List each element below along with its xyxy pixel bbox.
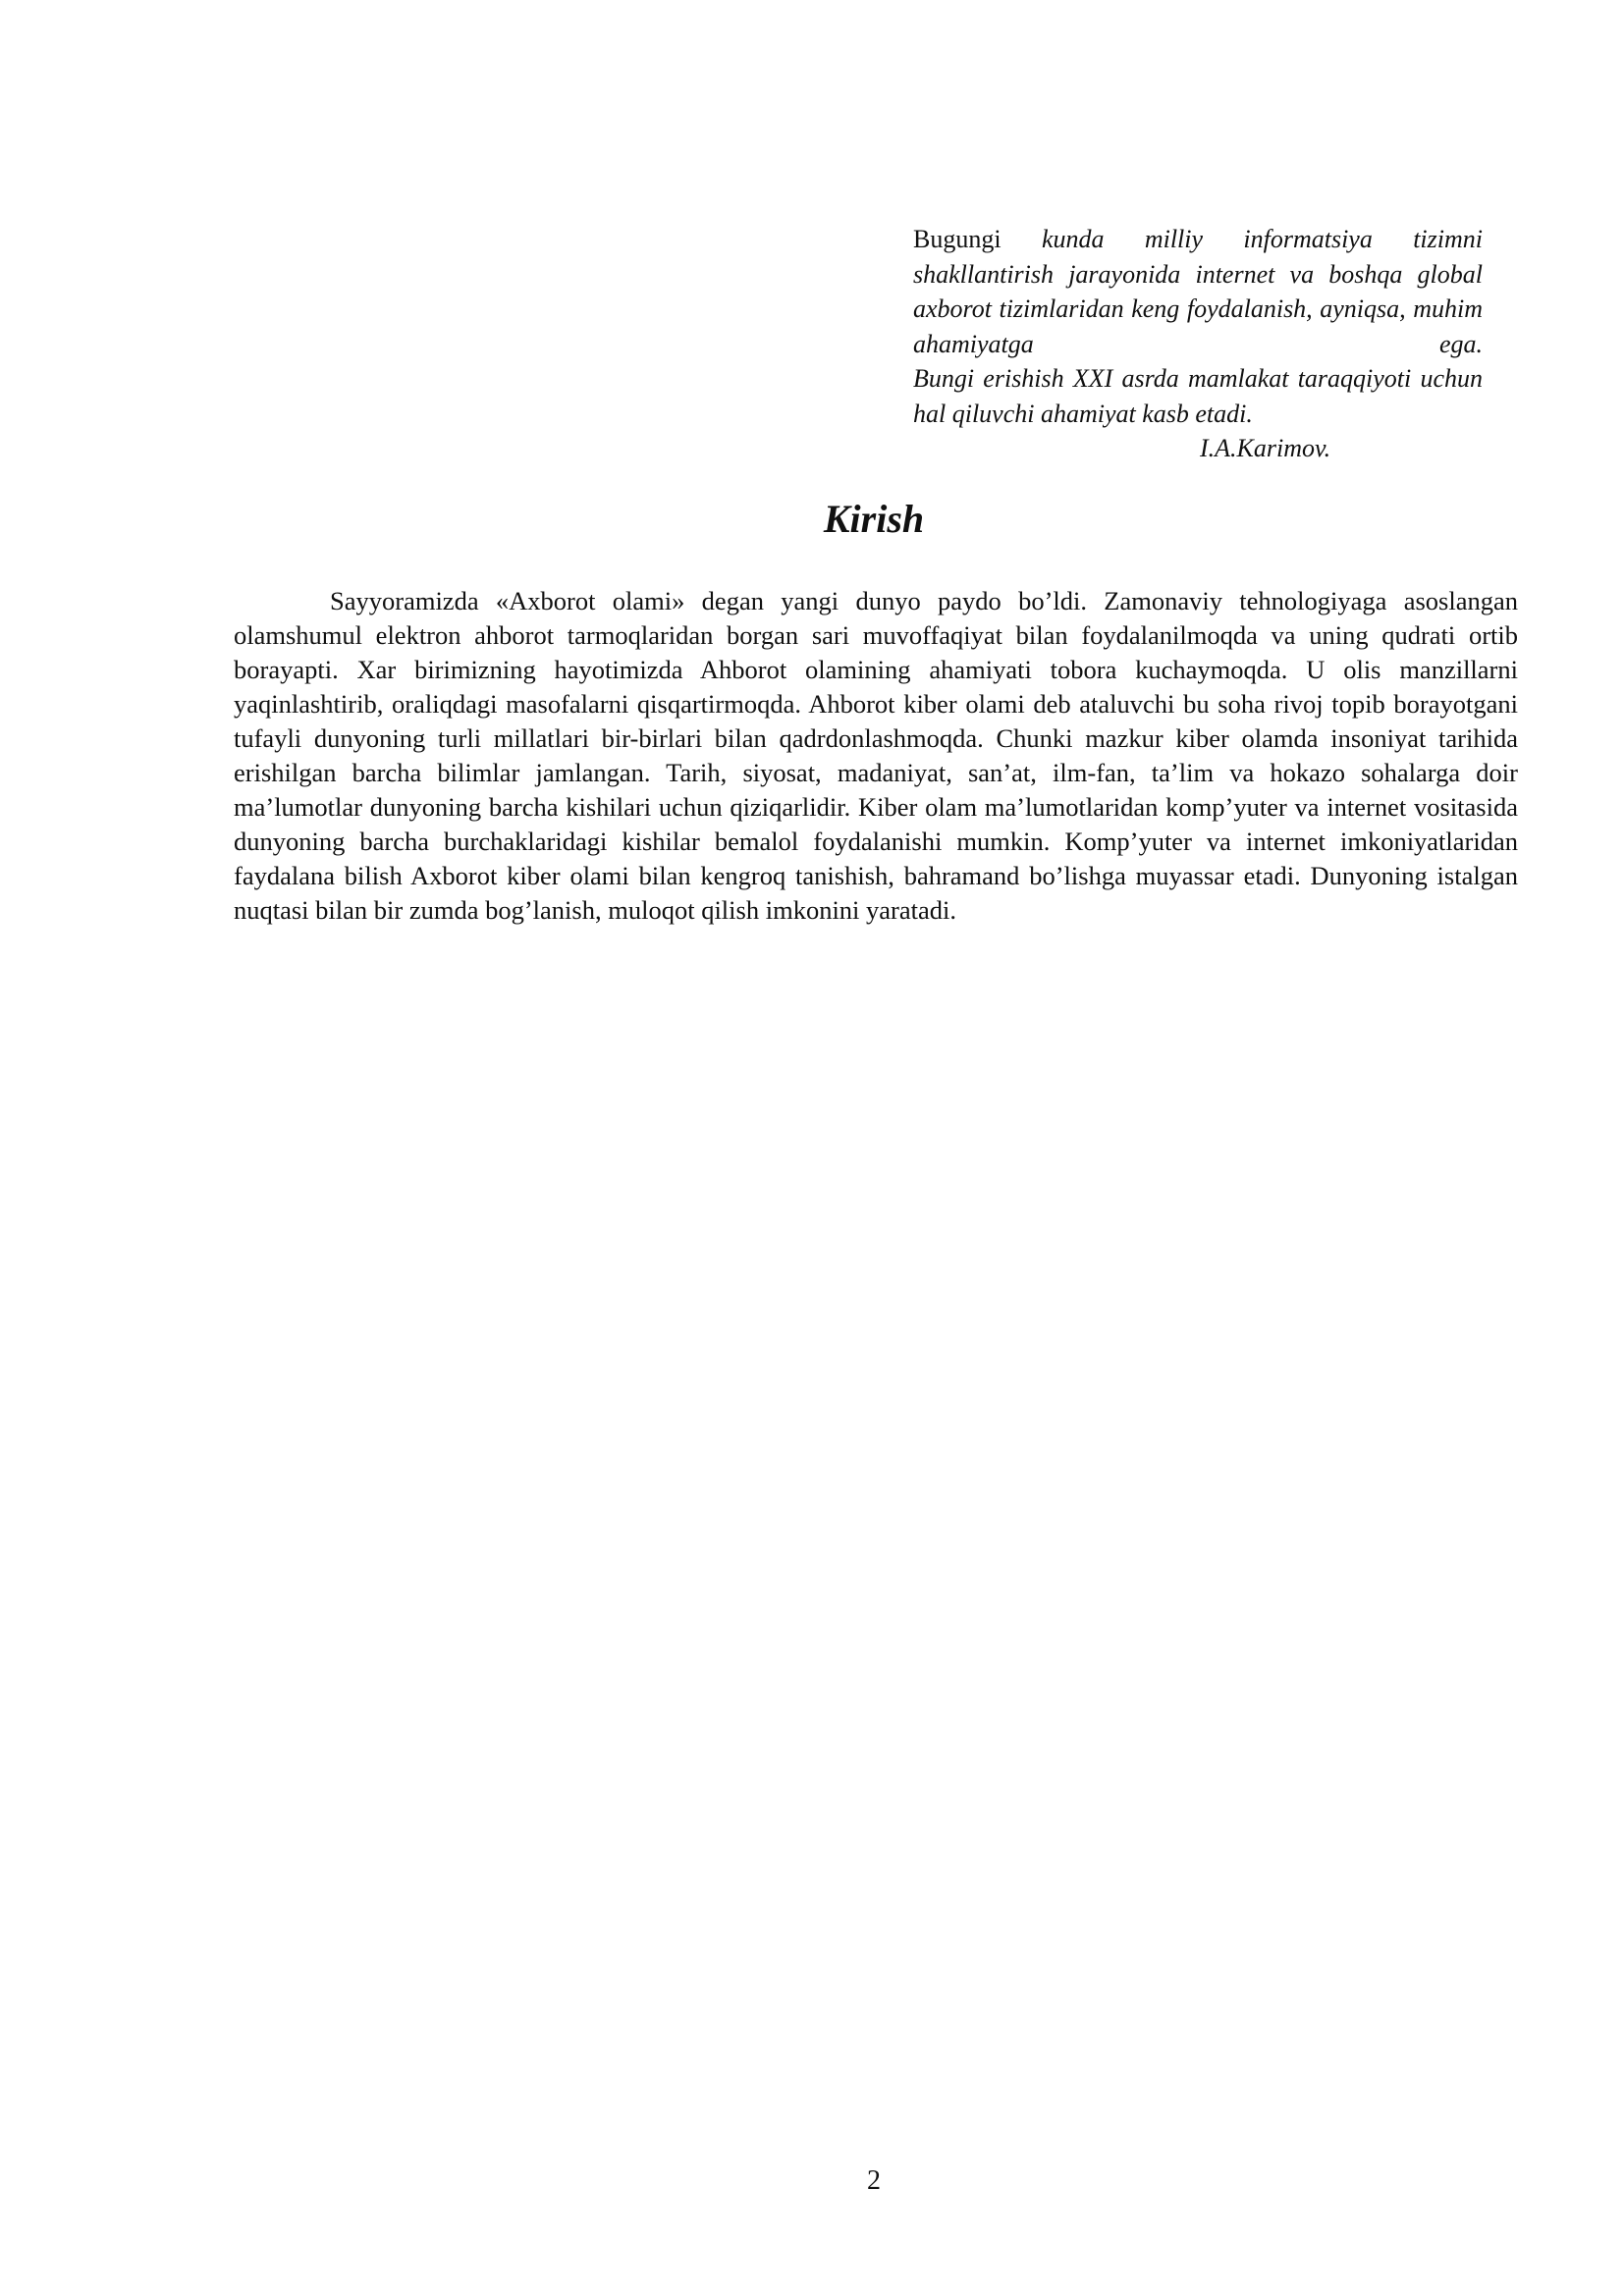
epigraph-author: I.A.Karimov.	[1200, 434, 1331, 462]
body-paragraph: Sayyoramizda «Axborot olami» degan yangi dunyo paydo bo’ldi. Zamonaviy tehnologiyaga asoslangan olamshumul elektron ahborot tarmoqlaridan borgan sari muvoffaqiyat bilan foydalanilmoqda va uning qudrati ortib borayapti. Xar birimizning hayotimizda Ahborot olamining ahamiyati tobora kuchaymoqda. U olis manzillarni yaqinlashtirib, oraliqdagi masofalarni qisqartirmoqda. Ahborot kiber olami deb ataluvchi bu soha rivoj topib borayotgani tufayli dunyoning turli millatlari bir-birlari bilan qadrdonlashmoqda. Chunki mazkur kiber olamda insoniyat tarihida erishilgan barcha bilimlar jamlangan. Tarih, siyosat, madaniyat, san’at, ilm-fan, ta’lim va hokazo sohalarga doir ma’lumotlar dunyoning barcha kishilari uchun qiziqarlidir. Kiber olam ma’lumotlaridan komp’yuter va internet vositasida dunyoning barcha burchaklaridagi kishilar bemalol foydalanishi mumkin. Komp’yuter va internet imkoniyatlaridan faydalana bilish Axborot kiber olami bilan kengroq tanishish, bahramand bo’lishga muyassar etadi. Dunyoning istalgan nuqtasi bilan bir zumda bog’lanish, muloqot qilish imkonini yaratadi.	[234, 586, 1518, 925]
page-number: 2	[867, 2165, 881, 2196]
section-title: Kirish	[823, 497, 925, 541]
epigraph-paragraph-2	[913, 361, 1483, 431]
epigraph-text-2: Bungi erishish XXI asrda mamlakat taraqqiyoti uchun hal qiluvchi ahamiyat kasb etadi.	[913, 364, 1483, 428]
epigraph-paragraph-1	[913, 222, 1483, 361]
epigraph	[913, 222, 1483, 431]
epigraph-first-word: Bugungi	[913, 225, 1001, 253]
epigraph-text-1: kunda milliy informatsiya tizimni shakllantirish jarayonida internet va boshqa global axborot tizimlaridan keng foydalanish, ayniqsa, muhim ahamiyatga ega.	[913, 225, 1483, 358]
